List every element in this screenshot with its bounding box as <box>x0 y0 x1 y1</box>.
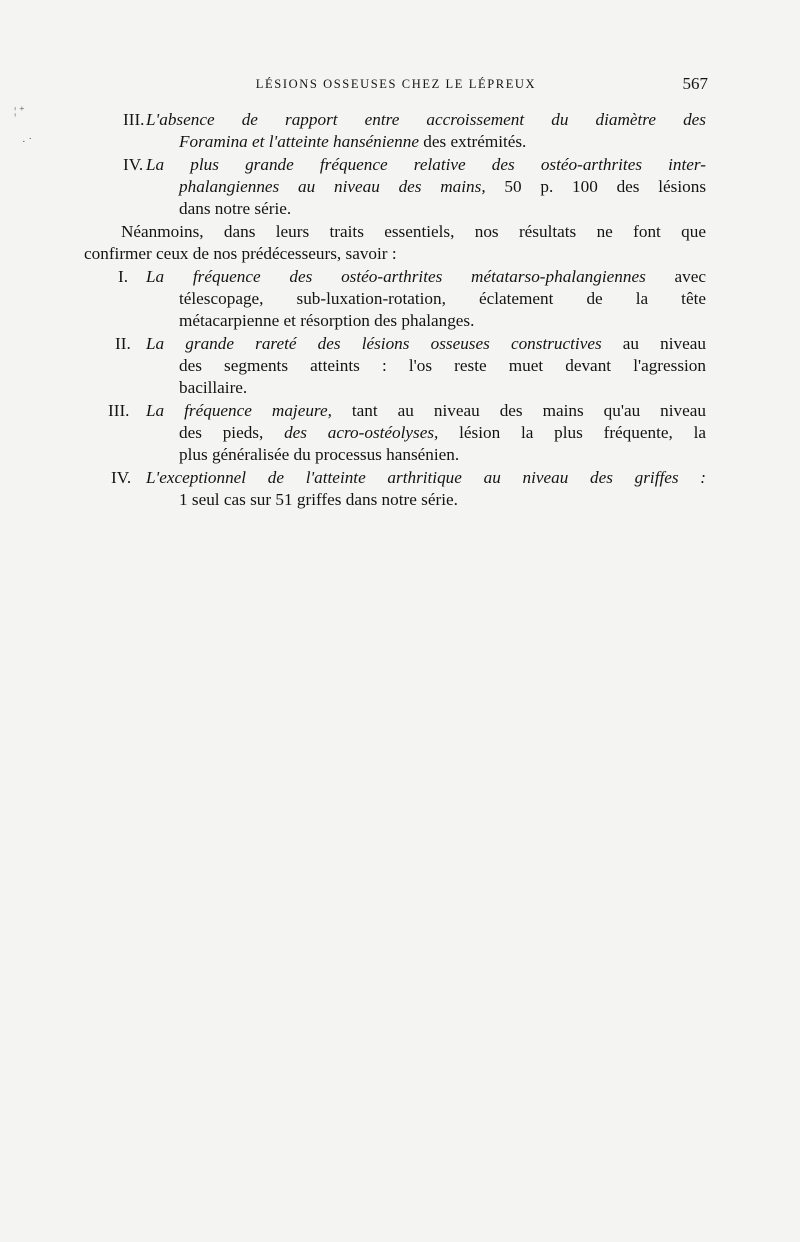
list-item-text: 1 seul cas sur 51 griffes dans notre série. <box>179 490 458 509</box>
paragraph-line: confirmer ceux de nos prédécesseurs, savoir : <box>84 244 397 263</box>
running-title: LÉSIONS OSSEUSES CHEZ LE LÉPREUX <box>255 77 537 91</box>
list-item-number: II. <box>115 334 131 353</box>
list-item-number: I. <box>118 267 129 286</box>
list-item-number: III. <box>123 110 145 129</box>
list-item-text: Foramina et l'atteinte hansénienne des extrémités. <box>179 132 527 151</box>
list-item-text: télescopage, sub-luxation-rotation, éclatement de la tête <box>179 289 706 308</box>
list-item-text: des segments atteints : l'os reste muet devant l'agression <box>179 356 706 375</box>
list-item-text: des pieds, des acro-ostéolyses, lésion la plus fréquente, la <box>179 423 706 442</box>
list-item-text: phalangiennes au niveau des mains, 50 p. 100 des lésions <box>179 177 707 196</box>
list-item-text: bacillaire. <box>179 378 248 397</box>
margin-ink-mark: ¦ ⁺ <box>14 105 25 117</box>
list-item-number: IV. <box>111 468 132 487</box>
list-item-text: La grande rareté des lésions osseuses constructives au niveau <box>146 334 706 353</box>
list-item-text: plus généralisée du processus hansénien. <box>179 445 460 464</box>
list-item-text: La plus grande fréquence relative des ostéo-arthrites inter- <box>146 155 706 174</box>
margin-ink-mark: · ˙ <box>22 136 33 148</box>
paragraph-line: Néanmoins, dans leurs traits essentiels, nos résultats ne font que <box>121 222 706 241</box>
page-number: 567 <box>682 74 708 93</box>
list-item-text: dans notre série. <box>179 199 292 218</box>
list-item-text: L'absence de rapport entre accroissement du diamètre des <box>146 110 706 129</box>
list-item-text: La fréquence des ostéo-arthrites métatarso-phalangiennes avec <box>146 267 706 286</box>
list-item-text: L'exceptionnel de l'atteinte arthritique au niveau des griffes : <box>146 468 706 487</box>
list-item-text: La fréquence majeure, tant au niveau des mains qu'au niveau <box>146 401 706 420</box>
list-item-number: III. <box>108 401 130 420</box>
list-item-text: métacarpienne et résorption des phalanges. <box>179 311 475 330</box>
running-header <box>84 74 708 94</box>
list-item-number: IV. <box>123 155 144 174</box>
